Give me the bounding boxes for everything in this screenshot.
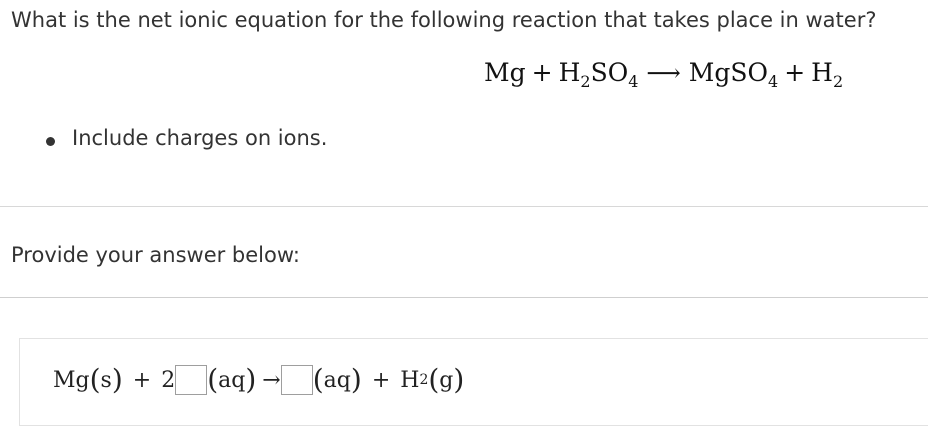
section-divider	[0, 206, 928, 207]
answer-plus: +	[371, 367, 391, 393]
reactant-h-subscript: 2	[580, 72, 591, 91]
plus-sign: +	[531, 58, 553, 87]
close-paren: )	[111, 363, 123, 396]
open-paren: (	[312, 363, 324, 396]
answer-h: H	[400, 367, 420, 393]
product-h-subscript: 2	[832, 72, 844, 91]
plus-sign: +	[784, 58, 806, 87]
answer-blank-product-ion[interactable]	[281, 365, 313, 395]
open-paren: (	[207, 363, 219, 396]
open-paren: (	[428, 363, 440, 396]
reactant-so-subscript: 4	[628, 72, 639, 91]
answer-mg: Mg	[53, 367, 90, 393]
question-text: What is the net ionic equation for the following reaction that takes place in water?	[11, 8, 877, 32]
close-paren: )	[453, 363, 465, 396]
instructions-list	[44, 126, 327, 150]
product-h: H	[811, 58, 833, 87]
answer-mg-state: s	[100, 367, 112, 393]
close-paren: )	[350, 363, 362, 396]
product-mgso-subscript: 4	[768, 72, 779, 91]
answer-arrow: →	[262, 367, 281, 393]
answer-coefficient: 2	[161, 367, 176, 393]
product-mgso: MgSO	[688, 58, 769, 87]
section-divider	[0, 297, 928, 298]
open-paren: (	[89, 363, 101, 396]
reactant-so: SO	[590, 58, 629, 87]
answer-plus: +	[132, 367, 152, 393]
answer-state-aq: aq	[323, 367, 351, 393]
answer-panel	[19, 338, 928, 426]
reactant-mg: Mg	[484, 58, 526, 87]
answer-blank-reactant-ion[interactable]	[175, 365, 207, 395]
reaction-equation	[484, 58, 844, 91]
answer-equation: Mg ( s ) + 2 ( aq ) → ( aq ) + H 2 ( g )	[53, 363, 465, 396]
answer-prompt: Provide your answer below:	[11, 243, 300, 267]
reactant-h: H	[558, 58, 581, 87]
reaction-arrow: ⟶	[646, 59, 681, 87]
answer-h-state: g	[439, 367, 454, 393]
answer-state-aq: aq	[218, 367, 246, 393]
close-paren: )	[245, 363, 257, 396]
instruction-item: Include charges on ions.	[44, 126, 327, 150]
